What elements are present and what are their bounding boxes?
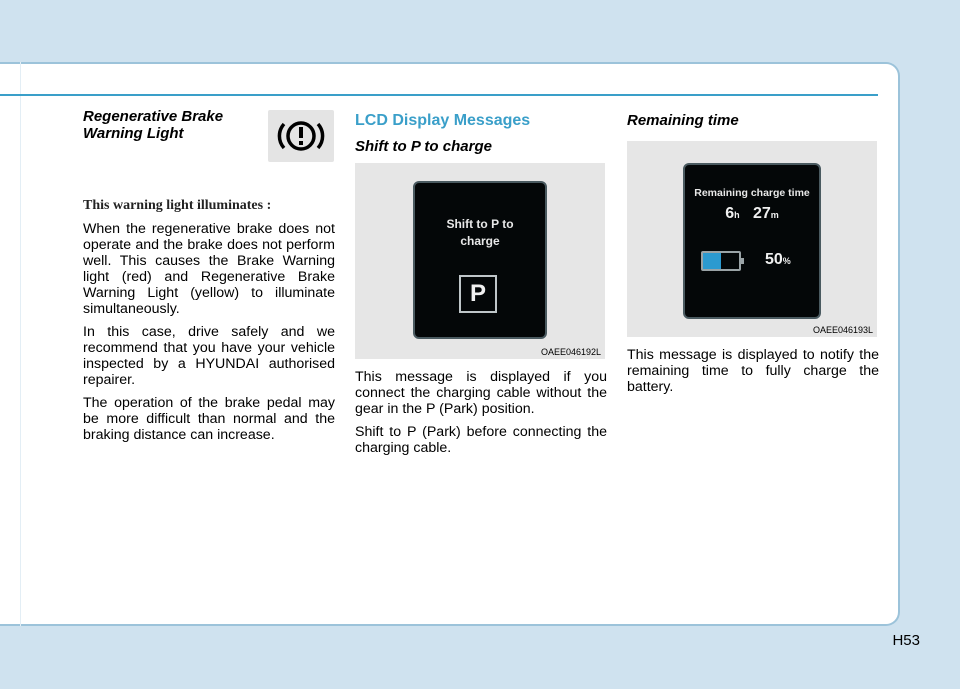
brake-warning-icon (268, 110, 334, 162)
subsection-heading: Shift to P to charge (355, 138, 492, 155)
gear-indicator: P (459, 275, 497, 313)
paragraph: This message is displayed if you connect the charging cable without the gear in the P (Park) position. (355, 369, 607, 417)
paragraph: Shift to P (Park) before connecting the charging cable. (355, 424, 607, 456)
charge-time-value: 6h 27m (725, 205, 779, 222)
section-heading: Regenerative Brake Warning Light (83, 108, 224, 142)
margin-rule (20, 62, 21, 626)
paragraph: The operation of the brake pedal may be more difficult than normal and the braking distance can increase. (83, 395, 335, 443)
battery-fill (703, 253, 721, 269)
paragraph: In this case, drive safely and we recommend that you have your vehicle inspected by a HYUNDAI authorised repairer. (83, 324, 335, 388)
lcd-screen (683, 163, 821, 319)
figure-code: OAEE046192L (540, 347, 601, 357)
paragraph: When the regenerative brake does not operate and the brake does not perform well. This causes the Brake Warning light (red) and Regenerative Brake Warning Light (yellow) to illuminate simultaneously. (83, 221, 335, 317)
section-heading: LCD Display Messages (355, 112, 531, 129)
battery-percent: 50% (765, 251, 791, 268)
charge-time-title: Remaining charge time (694, 187, 810, 199)
header-rule (0, 94, 878, 96)
lcd-message: Shift to P to charge (446, 217, 514, 248)
paragraph: This message is displayed to notify the remaining time to fully charge the battery. (627, 347, 879, 395)
battery-icon (701, 251, 741, 271)
lcd-figure (355, 163, 605, 359)
lcd-screen (413, 181, 547, 339)
lcd-figure (627, 141, 877, 337)
right-column (627, 108, 879, 395)
page-number: H53 (892, 632, 920, 649)
section-heading: Remaining time (627, 112, 739, 129)
middle-column (355, 108, 607, 456)
left-column (83, 108, 335, 443)
figure-code: OAEE046193L (812, 325, 873, 335)
subheading: This warning light illuminates : (83, 198, 272, 213)
